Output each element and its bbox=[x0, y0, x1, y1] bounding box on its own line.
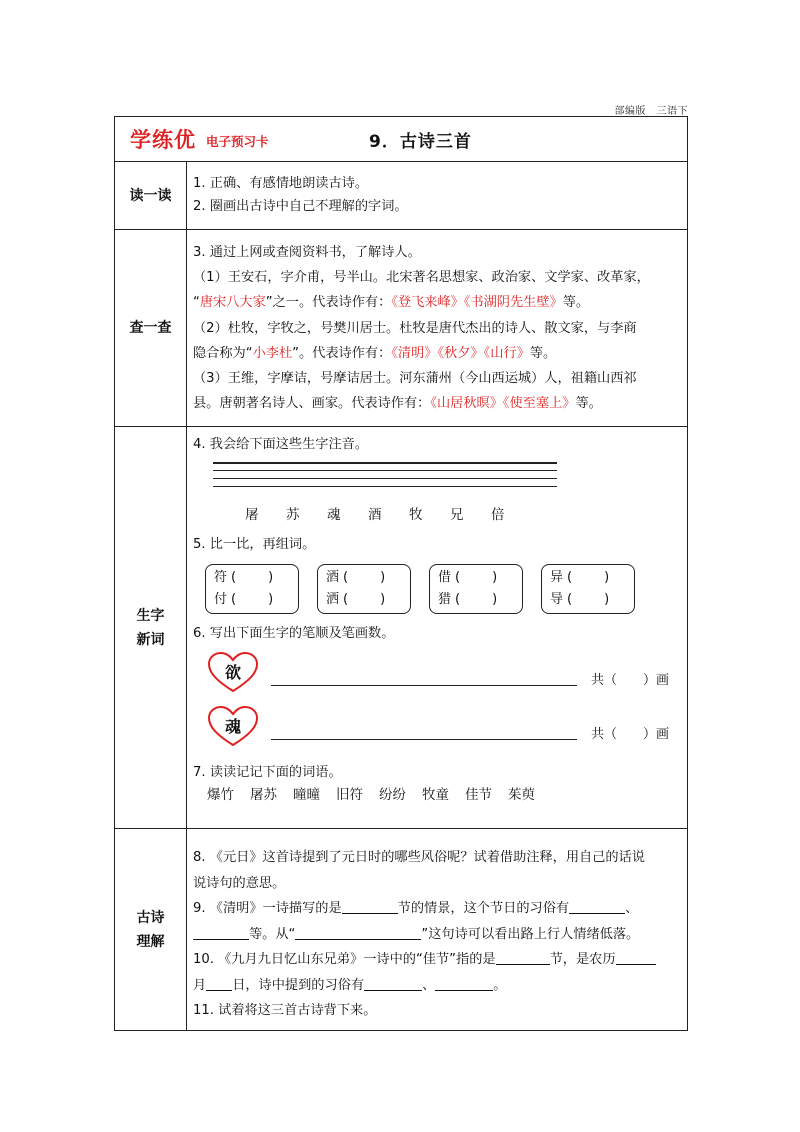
read-item-2: 2. 圈画出古诗中自己不理解的字词。 bbox=[193, 199, 408, 214]
q8-line2: 说诗句的意思。 bbox=[193, 875, 286, 891]
poet-wang-wei-line1: （3）王维，字摩诘，号摩诘居士。河东蒲州（今山西运城）人，祖籍山西祁 bbox=[193, 371, 637, 387]
word-item: 曈曈 bbox=[293, 787, 320, 803]
poet-wang-wei-line2: 县。唐朝著名诗人、画家。代表诗作有：《山居秋暝》《使至塞上》等。 bbox=[193, 396, 602, 412]
q9-line1: 9. 《清明》一诗描写的是 节的情景，这个节日的习俗有 、 bbox=[193, 901, 639, 916]
stroke-count[interactable]: 共（ ）画 bbox=[591, 672, 670, 688]
section-check bbox=[115, 229, 687, 426]
lesson-title: 9．古诗三首 bbox=[369, 132, 472, 152]
edition-label: 部编版 三语下 bbox=[614, 106, 688, 117]
section-new-words bbox=[115, 426, 687, 828]
heart-icon: 魂 bbox=[207, 705, 263, 751]
pinyin-char: 酒 bbox=[368, 507, 382, 523]
word-item: 纷纷 bbox=[379, 787, 406, 803]
q4-prompt: 4. 我会给下面这些生字注音。 bbox=[193, 437, 369, 452]
brand-logo: 学练优 bbox=[130, 128, 196, 152]
stroke-order-blank[interactable] bbox=[271, 662, 577, 686]
poet-du-mu-line2: 隐合称为“小李杜”。代表诗作有：《清明》《秋夕》《山行》等。 bbox=[193, 345, 557, 361]
q8-line1: 8. 《元日》这首诗提到了元日时的哪些风俗呢？试着借助注释，用自己的话说 bbox=[193, 850, 645, 865]
answer-blank[interactable] bbox=[569, 899, 625, 914]
pinyin-char: 倍 bbox=[491, 507, 505, 523]
compare-box[interactable]: 酒 ( ) 洒 ( ) bbox=[317, 564, 411, 614]
section-label-poems: 古诗 理解 bbox=[115, 829, 187, 1030]
read-item-1: 1. 正确、有感情地朗读古诗。 bbox=[193, 176, 369, 191]
heart-icon: 欲 bbox=[207, 651, 263, 697]
section-label-check: 查一查 bbox=[115, 230, 187, 426]
q5-prompt: 5. 比一比，再组词。 bbox=[193, 537, 316, 552]
word-list bbox=[207, 784, 677, 807]
section-read bbox=[115, 161, 687, 229]
poet-wang-anshi-line1: （1）王安石，字介甫，号半山。北宋著名思想家、政治家、文学家、改革家， bbox=[193, 270, 650, 286]
section-poem-understanding bbox=[115, 828, 687, 1030]
answer-blank[interactable] bbox=[206, 976, 232, 991]
section-label-new-words: 生字 新词 bbox=[115, 427, 187, 828]
poet-du-mu-line1: （2）杜牧，字牧之，号樊川居士。杜牧是唐代杰出的诗人、散文家，与李商 bbox=[193, 320, 637, 336]
answer-blank[interactable] bbox=[435, 976, 493, 991]
answer-blank[interactable] bbox=[342, 899, 398, 914]
compare-box[interactable]: 符 ( ) 付 ( ) bbox=[205, 564, 299, 614]
brand-subtitle: 电子预习卡 bbox=[206, 134, 269, 149]
word-item: 牧童 bbox=[422, 787, 449, 803]
word-item: 佳节 bbox=[465, 787, 492, 803]
word-item: 爆竹 bbox=[207, 787, 234, 803]
q7-prompt: 7. 读读记记下面的词语。 bbox=[193, 765, 342, 780]
answer-blank[interactable] bbox=[364, 976, 422, 991]
stroke-order-blank[interactable] bbox=[271, 716, 577, 740]
pinyin-char: 兄 bbox=[450, 507, 464, 523]
pinyin-writing-lines[interactable] bbox=[213, 462, 557, 494]
word-item: 旧符 bbox=[336, 787, 363, 803]
stroke-row bbox=[193, 649, 677, 699]
q11-line: 11. 试着将这三首古诗背下来。 bbox=[193, 1003, 377, 1018]
card-header bbox=[115, 117, 687, 161]
word-item: 茱萸 bbox=[508, 787, 535, 803]
stroke-row bbox=[193, 703, 677, 753]
q10-line2: 月 日，诗中提到的习俗有 、 。 bbox=[193, 977, 507, 993]
q10-line1: 10. 《九月九日忆山东兄弟》一诗中的“佳节”指的是 节，是农历 bbox=[193, 947, 677, 973]
preview-card bbox=[114, 116, 688, 1031]
answer-blank[interactable] bbox=[295, 925, 421, 940]
compare-box[interactable]: 借 ( ) 猎 ( ) bbox=[429, 564, 523, 614]
pinyin-char: 苏 bbox=[286, 507, 300, 523]
section-label-read: 读一读 bbox=[115, 162, 187, 229]
q6-prompt: 6. 写出下面生字的笔顺及笔画数。 bbox=[193, 626, 395, 641]
answer-blank[interactable] bbox=[496, 950, 550, 965]
check-intro: 3. 通过上网或查阅资料书，了解诗人。 bbox=[193, 245, 421, 260]
answer-blank[interactable] bbox=[193, 925, 249, 940]
pinyin-char: 魂 bbox=[327, 507, 341, 523]
stroke-count[interactable]: 共（ ）画 bbox=[591, 726, 670, 742]
word-item: 屠苏 bbox=[250, 787, 277, 803]
compare-boxes bbox=[205, 564, 677, 614]
poet-wang-anshi-line2: “唐宋八大家”之一。代表诗作有：《登飞来峰》《书湖阴先生壁》等。 bbox=[193, 295, 590, 311]
pinyin-char: 牧 bbox=[409, 507, 423, 523]
compare-box[interactable]: 异 ( ) 导 ( ) bbox=[541, 564, 635, 614]
answer-blank[interactable] bbox=[616, 950, 656, 965]
pinyin-chars bbox=[245, 504, 677, 527]
pinyin-char: 屠 bbox=[245, 507, 259, 523]
q9-line2: 等。从“ ”这句诗可以看出路上行人情绪低落。 bbox=[193, 922, 677, 948]
